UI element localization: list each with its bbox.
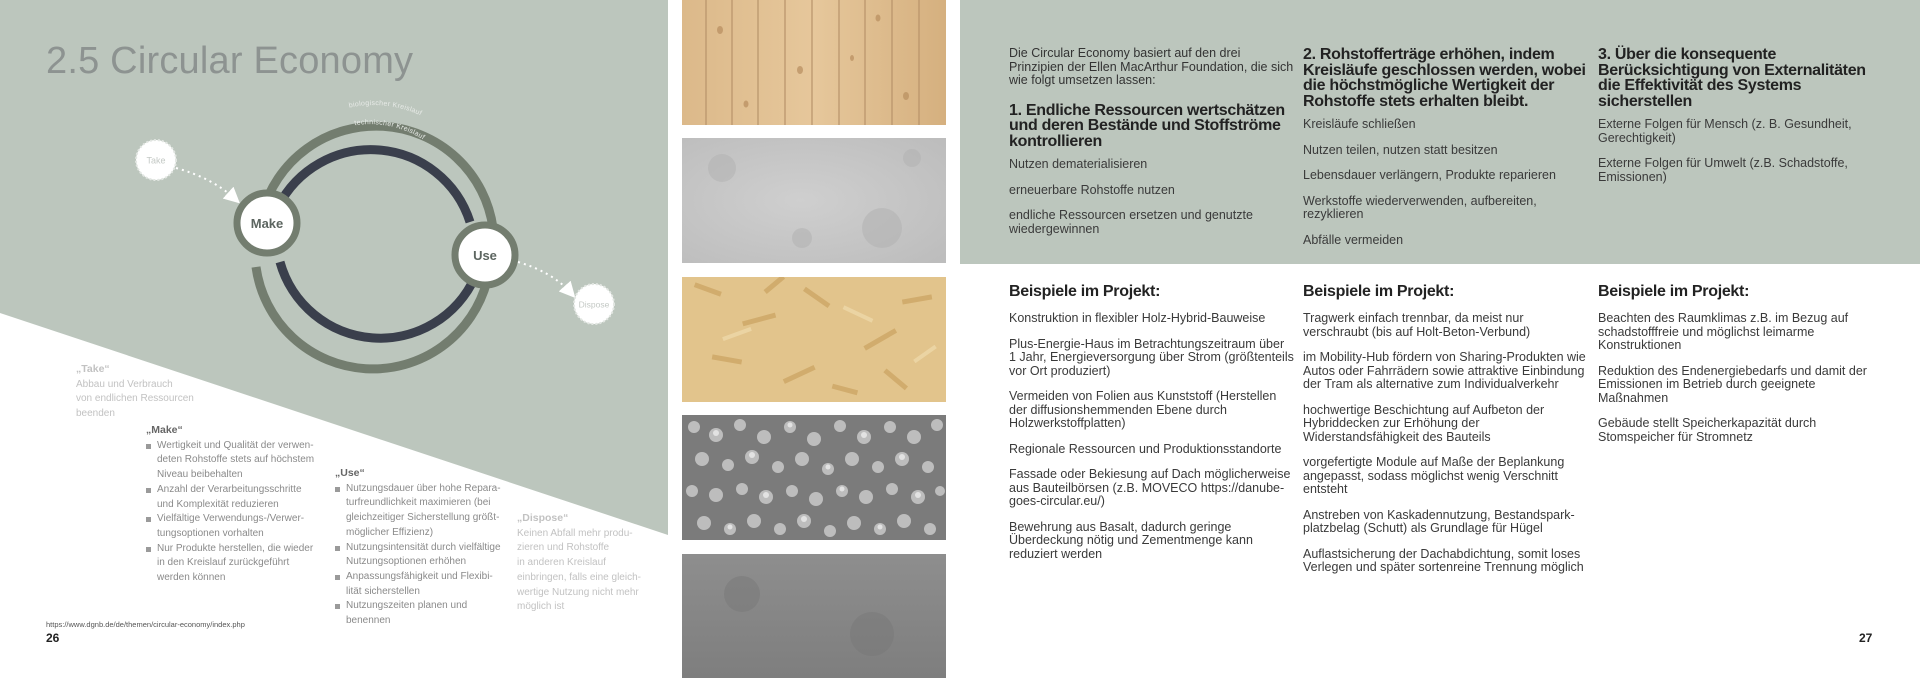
page-number-right: 27 — [1859, 631, 1873, 645]
principle-point: Abfälle vermeiden — [1303, 232, 1404, 247]
take-line: Abbau und Verbrauch — [76, 378, 173, 390]
concrete-texture — [682, 138, 946, 263]
dispose-arrow — [518, 262, 570, 292]
example-item: Vermeiden von Folien aus Kunststoff (Herstellen der diffusionshemmenden Ebene durch Holzwerkstoffplatten) — [1009, 389, 1277, 430]
take-node — [136, 140, 176, 180]
take-arrow — [176, 168, 234, 198]
principle-point: endliche Ressourcen ersetzen und genutzte wiedergewinnen — [1009, 208, 1253, 236]
examples-heading: Beispiele im Projekt: — [1303, 283, 1455, 300]
examples-column-3 — [1598, 283, 1883, 456]
example-item: Auflastsicherung der Dachabdichtung, somit loses Verlegen und später sortenreine Trennung möglich — [1303, 546, 1584, 574]
example-item: Fassade oder Bekiesung auf Dach möglicherweise aus Bauteilbörsen (z.B. MOVECO https://danube-goes-circular.eu/) — [1009, 467, 1291, 508]
example-item: im Mobility-Hub fördern von Sharing-Produkten wie Autos oder Fahrrädern sowie attraktive Einbindung der Tram als alternative zum Individualverkehr — [1303, 350, 1586, 391]
use-item: Nutzungszeiten planen und benennen — [335, 599, 505, 628]
gravel-texture — [682, 415, 946, 540]
inner-loop-label: technischer Kreislauf — [353, 119, 426, 142]
take-label: Take — [146, 155, 166, 166]
intro-text: Die Circular Economy basiert auf den drei Prinzipien der Ellen MacArthur Foundation, die sich wie folgt umsetzen lassen: — [1009, 46, 1294, 87]
column-principle-3 — [1598, 47, 1883, 196]
example-item: Reduktion des Endenergiebedarfs und damit der Emissionen im Betrieb durch geeignete Maßnahmen — [1598, 363, 1867, 405]
dispose-node — [574, 284, 614, 324]
use-item: Anpassungsfähigkeit und Flexibi- lität sicherstellen — [335, 570, 505, 599]
osb-texture — [682, 277, 946, 402]
make-text-block — [146, 423, 316, 586]
dispose-line: möglich ist — [517, 601, 565, 613]
inner-loop-top — [278, 150, 470, 222]
page-title: 2.5 Circular Economy — [46, 40, 414, 82]
use-item: Nutzungsdauer über hohe Repara- turfreundlichkeit maximieren (bei gleichzeitiger Sicherstellung größt- möglicher Effizienz) — [335, 482, 505, 541]
principle-1-heading: 1. Endliche Ressourcen wertschätzen und deren Bestände und Stoffströme kontrollieren — [1009, 101, 1285, 150]
use-node — [455, 225, 515, 285]
example-item: Konstruktion in flexibler Holz-Hybrid-Bauweise — [1009, 311, 1266, 325]
example-item: Beachten des Raumklimas z.B. im Bezug auf schadstofffreie und möglichst leimarme Konstruktionen — [1598, 311, 1849, 352]
principle-point: Kreisläufe schließen — [1303, 117, 1416, 131]
principle-point: Nutzen teilen, nutzen statt besitzen — [1303, 142, 1498, 157]
svg-text:biologischer Kreislauf — [348, 100, 423, 117]
wood-planks-texture — [682, 0, 946, 125]
dispose-text-block — [517, 511, 657, 615]
dispose-label: Dispose — [578, 299, 610, 310]
left-page — [0, 0, 668, 678]
dispose-line: zieren und Rohstoffe — [517, 542, 610, 554]
column-principle-2 — [1303, 47, 1588, 259]
dispose-line: wertige Nutzung nicht mehr — [517, 586, 639, 598]
grey-concrete-texture — [682, 554, 946, 678]
source-footnote: https://www.dgnb.de/de/themen/circular-economy/index.php — [46, 620, 245, 629]
principle-point: Externe Folgen für Umwelt (z.B. Schadstoffe, Emissionen) — [1598, 156, 1848, 184]
dispose-line: in anderen Kreislauf — [517, 557, 606, 569]
take-line: beenden — [76, 408, 115, 420]
examples-heading: Beispiele im Projekt: — [1009, 283, 1161, 300]
make-heading: „Make“ — [146, 424, 183, 436]
dispose-line: Keinen Abfall mehr produ- — [517, 527, 633, 539]
principle-point: Werkstoffe wiederverwenden, aufbereiten, rezyklieren — [1303, 193, 1537, 221]
principle-3-heading: 3. Über die konsequente Berücksichtigung von Externalitäten die Effektivität des Systems sicherstellen — [1598, 46, 1866, 110]
principle-point: Lebensdauer verlängern, Produkte reparieren — [1303, 168, 1556, 182]
use-heading: „Use“ — [335, 467, 365, 479]
principle-2-heading: 2. Rohstofferträge erhöhen, indem Kreisläufe geschlossen werden, wobei die höchstmögliche Wertigkeit der Rohstoffe stets erhalten bleibt. — [1303, 46, 1586, 110]
example-item: vorgefertigte Module auf Maße der Beplankung angepasst, sodass möglichst wenig Verschnitt entsteht — [1303, 455, 1565, 496]
use-text-block — [335, 466, 505, 629]
principle-point: Externe Folgen für Mensch (z. B. Gesundheit, Gerechtigkeit) — [1598, 117, 1852, 145]
dispose-line: einbringen, falls eine gleich- — [517, 571, 641, 583]
example-item: Bewehrung aus Basalt, dadurch geringe Überdeckung nötig und Zementmenge kann reduziert werden — [1009, 519, 1253, 561]
make-item: Anzahl der Verarbeitungsschritte und Komplexität reduzieren — [146, 483, 316, 512]
example-item: Anstreben von Kaskadennutzung, Bestandspark-platzbelag (Schutt) als Grundlage für Hügel — [1303, 507, 1575, 535]
example-item: Gebäude stellt Speicherkapazität durch Stomspeicher für Stromnetz — [1598, 416, 1817, 444]
principle-point: Nutzen dematerialisieren — [1009, 157, 1148, 171]
make-item: Nur Produkte herstellen, die wieder in den Kreislauf zurückgeführt werden können — [146, 542, 316, 586]
use-item: Nutzungsintensität durch vielfältige Nutzungsoptionen erhöhen — [335, 541, 505, 570]
inner-loop-bottom — [280, 262, 475, 338]
examples-column-1 — [1009, 283, 1294, 573]
column-principle-1 — [1009, 47, 1294, 248]
make-item: Wertigkeit und Qualität der verwen- deten Rohstoffe stets auf höchstem Niveau beibehalten — [146, 439, 316, 483]
example-item: Plus-Energie-Haus im Betrachtungszeitraum über 1 Jahr, Energieversorgung über Strom (größtenteils vor Ort produziert) — [1009, 336, 1294, 378]
make-item: Vielfältige Verwendungs-/Verwer- tungsoptionen vorhalten — [146, 512, 316, 541]
principle-point: erneuerbare Rohstoffe nutzen — [1009, 182, 1175, 197]
outer-loop-label: biologischer Kreislauf — [348, 100, 423, 118]
make-node — [237, 193, 297, 253]
example-item: Regionale Ressourcen und Produktionsstandorte — [1009, 441, 1282, 456]
take-text-block — [76, 362, 216, 422]
examples-heading: Beispiele im Projekt: — [1598, 283, 1750, 300]
make-label: Make — [250, 216, 284, 231]
use-label: Use — [473, 248, 497, 263]
examples-column-2 — [1303, 283, 1588, 587]
take-heading: „Take“ — [76, 363, 110, 375]
example-item: hochwertige Beschichtung auf Aufbeton der Hybriddecken zur Erhöhung der Widerstandsfähigkeit des Bauteils — [1303, 402, 1545, 444]
dispose-heading: „Dispose“ — [517, 512, 569, 524]
example-item: Tragwerk einfach trennbar, da meist nur verschraubt (bis auf Holt-Beton-Verbund) — [1303, 311, 1531, 339]
take-line: von endlichen Ressourcen — [76, 393, 194, 405]
page-number-left: 26 — [46, 631, 60, 645]
